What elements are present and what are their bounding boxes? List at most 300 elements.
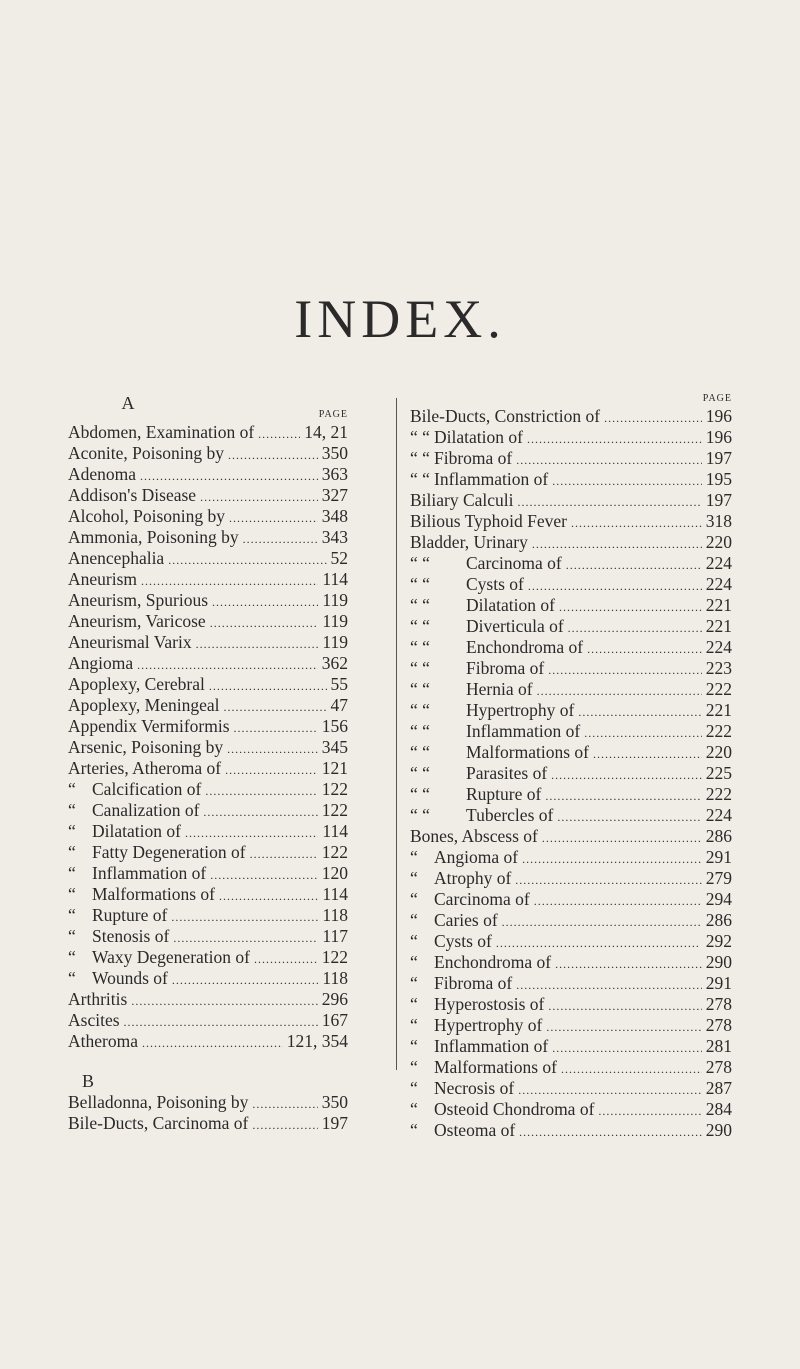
leader-dots [561,1057,702,1080]
index-entry [410,511,732,532]
page-number: 363 [321,464,348,484]
page-number: 167 [321,1010,348,1030]
entry-text: Malformations of [92,884,215,904]
entry-text: Appendix Vermiformis [68,716,230,736]
index-entry [410,595,732,616]
page-title: INDEX. [294,289,506,349]
index-entry [410,931,732,952]
page-number: 122 [321,842,348,862]
ditto-mark: “ “ [410,616,430,636]
entry-text: Aneurism, Spurious [68,590,208,610]
page-number: 221 [705,700,732,720]
leader-dots [209,674,327,697]
page-number: 221 [705,616,732,636]
page-number: 290 [705,952,732,972]
page-number: 343 [321,527,348,547]
leader-dots [131,989,317,1012]
leader-dots [604,406,702,429]
ditto-mark: “ “ [410,574,430,594]
ditto-mark: “ [410,1078,418,1098]
index-entry [410,805,732,826]
entry-text: Aconite, Poisoning by [68,443,225,463]
page-number: 294 [705,889,732,909]
index-entry [68,737,348,758]
leader-dots [552,469,702,492]
index-entry [410,469,732,490]
page-number: 122 [321,947,348,967]
entry-text: Fibroma of [466,658,545,678]
left-column [68,392,348,1134]
leader-dots [557,805,701,828]
page-number: 350 [321,1092,348,1112]
entry-text: Aneurism, Varicose [68,611,206,631]
entry-text: Atrophy of [434,868,512,888]
ditto-mark: “ [68,821,76,841]
index-entry [410,889,732,910]
entry-text: Biliary Calculi [410,490,514,510]
entry-text: Arteries, Atheroma of [68,758,222,778]
page-number: 119 [322,632,348,652]
index-entry [68,821,348,842]
index-entry [410,700,732,721]
index-entry [68,842,348,863]
leader-dots [566,553,702,576]
ditto-mark: “ [68,968,76,988]
ditto-mark: “ “ [410,721,430,741]
entry-text: Calcification of [92,779,202,799]
leader-dots [196,632,319,655]
page-number: 196 [705,427,732,447]
index-entry [68,464,348,485]
ditto-mark: “ [410,910,418,930]
index-entry [410,1120,732,1141]
index-entry [410,1078,732,1099]
leader-dots [545,784,701,807]
entry-text: Caries of [434,910,498,930]
entry-text: Alcohol, Poisoning by [68,506,226,526]
page-number: 224 [705,637,732,657]
page-number: 55 [330,674,348,694]
page-number: 121, 354 [286,1031,348,1051]
index-entry [410,658,732,679]
entry-text: Stenosis of [92,926,170,946]
page-number: 291 [705,973,732,993]
index-entry [410,448,732,469]
entry-text: Dilatation of [92,821,181,841]
leader-dots [243,527,318,550]
entry-text: Apoplexy, Meningeal [68,695,220,715]
page-number: 220 [705,742,732,762]
right-column [410,392,732,1141]
index-entry [68,1031,348,1052]
page-number: 279 [705,868,732,888]
leader-dots [205,779,317,802]
page-number: 197 [321,1113,348,1133]
index-entry [410,637,732,658]
entry-text: Bladder, Urinary [410,532,528,552]
index-entry [410,763,732,784]
leader-dots [532,532,702,555]
index-entry [68,548,348,569]
leader-dots [518,1078,702,1101]
index-entry [68,1092,348,1113]
page-number: 222 [705,784,732,804]
entry-text: Fatty Degeneration of [92,842,246,862]
ditto-mark: “ [410,1036,418,1056]
index-entry [68,569,348,590]
page-number: 47 [330,695,348,715]
page-number: 225 [705,763,732,783]
entry-text: Aneurism [68,569,138,589]
page-number: 345 [321,737,348,757]
entry-text: Cysts of [466,574,524,594]
page-number: 121 [321,758,348,778]
leader-dots [548,658,701,681]
leader-dots [515,868,701,891]
ditto-mark: “ “ [410,658,430,678]
leader-dots [552,1036,702,1059]
leader-dots [518,490,702,513]
leader-dots [551,763,702,786]
entry-text: Cysts of [434,931,492,951]
ditto-mark: “ “ [410,742,430,762]
index-entry [68,695,348,716]
leader-dots [578,700,701,723]
entry-text: Ascites [68,1010,120,1030]
page-number: 327 [321,485,348,505]
entry-text: Rupture of [92,905,168,925]
index-entry [410,1099,732,1120]
leader-dots [212,590,318,613]
ditto-mark: “ [68,842,76,862]
leader-dots [258,422,300,445]
index-entry [410,490,732,511]
index-entry [68,716,348,737]
entry-text: Angioma [68,653,134,673]
page-number: 118 [322,905,348,925]
entry-text: Angioma of [434,847,519,867]
page-number: 114 [322,821,348,841]
ditto-mark: “ “ [410,469,430,489]
ditto-mark: “ [68,779,76,799]
column-divider [396,398,397,1070]
section-letter-b: B [81,1071,94,1091]
index-entry [410,952,732,973]
leader-dots [542,826,702,849]
page-number: 117 [322,926,348,946]
entry-text: Ammonia, Poisoning by [68,527,239,547]
page-number: 286 [705,826,732,846]
ditto-mark: “ [410,1099,418,1119]
index-entry [410,406,732,427]
page-number: 287 [705,1078,732,1098]
index-entry [68,926,348,947]
page-number: 318 [705,511,732,531]
page-number: 52 [330,548,348,568]
leader-dots [219,884,318,907]
index-entry [68,989,348,1010]
ditto-mark: “ “ [410,700,430,720]
entry-text: Inflammation of [434,469,549,489]
page-number: 278 [705,994,732,1014]
entry-text: Malformations of [466,742,589,762]
ditto-mark: “ “ [410,637,430,657]
page-number: 221 [705,595,732,615]
leader-dots [227,737,318,760]
index-entry [68,1113,348,1134]
leader-dots [522,847,702,870]
page-number: 224 [705,574,732,594]
index-list-b [68,1092,348,1134]
index-entry [410,847,732,868]
leader-dots [185,821,318,844]
page-number: 222 [705,679,732,699]
page-number: 119 [322,590,348,610]
leader-dots [571,511,702,534]
ditto-mark: “ “ [410,763,430,783]
ditto-mark: “ [410,1015,418,1035]
index-entry [68,674,348,695]
leader-dots [210,863,318,886]
page-number: 196 [705,406,732,426]
leader-dots [141,569,318,592]
index-entry [68,590,348,611]
ditto-mark: “ “ [410,679,430,699]
entry-text: Anencephalia [68,548,165,568]
page-number: 119 [322,611,348,631]
index-list-a [68,422,348,1052]
entry-text: Bones, Abscess of [410,826,538,846]
page-number: 120 [321,863,348,883]
index-entry [68,527,348,548]
leader-dots [519,1120,702,1143]
ditto-mark: “ [410,994,418,1014]
leader-dots [584,721,702,744]
leader-dots [568,616,702,639]
leader-dots [142,1031,283,1054]
index-entry [410,1057,732,1078]
index-entry [68,968,348,989]
page-number: 296 [321,989,348,1009]
ditto-mark: “ [68,800,76,820]
index-entry [410,721,732,742]
leader-dots [137,653,318,676]
index-entry [68,653,348,674]
entry-text: Diverticula of [466,616,564,636]
entry-text: Hypertrophy of [466,700,575,720]
leader-dots [223,695,326,718]
leader-dots [228,443,318,466]
ditto-mark: “ [68,947,76,967]
ditto-mark: “ [410,973,418,993]
leader-dots [171,905,318,928]
page-column-header-left: PAGE [318,409,348,420]
entry-text: Inflammation of [92,863,207,883]
index-entry [410,574,732,595]
index-entry [68,905,348,926]
index-entry [68,758,348,779]
ditto-mark: “ “ [410,448,430,468]
leader-dots [173,926,318,949]
entry-text: Carcinoma of [434,889,530,909]
leader-dots [534,889,702,912]
leader-dots [555,952,702,975]
index-entry [410,826,732,847]
entry-text: Hernia of [466,679,533,699]
entry-text: Dilatation of [434,427,523,447]
leader-dots [250,842,318,865]
entry-text: Enchondroma of [434,952,552,972]
page-number: 156 [321,716,348,736]
index-entry [410,1036,732,1057]
leader-dots [168,548,326,571]
index-entry [410,973,732,994]
entry-text: Arsenic, Poisoning by [68,737,224,757]
entry-text: Carcinoma of [466,553,562,573]
leader-dots [528,574,702,597]
entry-text: Adenoma [68,464,137,484]
index-entry [410,994,732,1015]
index-entry [68,800,348,821]
leader-dots [559,595,702,618]
page-number: 118 [322,968,348,988]
entry-text: Bile-Ducts, Carcinoma of [68,1113,249,1133]
leader-dots [203,800,317,823]
page-number: 362 [321,653,348,673]
leader-dots [516,448,701,471]
entry-text: Bilious Typhoid Fever [410,511,567,531]
ditto-mark: “ [410,868,418,888]
page-number: 278 [705,1057,732,1077]
leader-dots [496,931,702,954]
page-number: 286 [705,910,732,930]
leader-dots [172,968,319,991]
page-number: 14, 21 [304,422,348,442]
entry-text: Inflammation of [434,1036,549,1056]
ditto-mark: “ “ [410,553,430,573]
page-number: 197 [705,490,732,510]
index-entry [68,632,348,653]
index-entry [410,1015,732,1036]
index-entry [410,532,732,553]
leader-dots [124,1010,318,1033]
leader-dots [516,973,701,996]
leader-dots [252,1113,317,1136]
ditto-mark: “ [68,905,76,925]
entry-text: Osteoid Chondroma of [434,1099,595,1119]
leader-dots [210,611,319,634]
index-entry [68,884,348,905]
leader-dots [548,994,701,1017]
leader-dots [254,947,318,970]
page-number: 291 [705,847,732,867]
index-entry [68,506,348,527]
ditto-mark: “ “ [410,784,430,804]
entry-text: Enchondroma of [466,637,584,657]
page-number: 223 [705,658,732,678]
index-entry [410,910,732,931]
index-entry [410,616,732,637]
page-number: 114 [322,884,348,904]
page-number: 292 [705,931,732,951]
index-entry [68,422,348,443]
ditto-mark: “ [410,1057,418,1077]
index-entry [410,868,732,889]
page-number: 122 [321,779,348,799]
entry-text: Aneurismal Varix [68,632,192,652]
leader-dots [598,1099,701,1122]
index-entry [68,443,348,464]
page-number: 114 [322,569,348,589]
page-number: 284 [705,1099,732,1119]
leader-dots [527,427,702,450]
entry-text: Fibroma of [434,973,513,993]
index-entry [68,863,348,884]
ditto-mark: “ [68,863,76,883]
entry-text: Tubercles of [466,805,554,825]
index-entry [68,779,348,800]
index-entry [68,485,348,506]
entry-text: Belladonna, Poisoning by [68,1092,249,1112]
leader-dots [229,506,318,529]
index-entry [68,1010,348,1031]
page-number: 281 [705,1036,732,1056]
page-number: 122 [321,800,348,820]
ditto-mark: “ [68,926,76,946]
page-number: 348 [321,506,348,526]
entry-text: Bile-Ducts, Constriction of [410,406,601,426]
leader-dots [225,758,318,781]
page-number: 278 [705,1015,732,1035]
entry-text: Parasites of [466,763,548,783]
ditto-mark: “ [410,952,418,972]
entry-text: Hypertrophy of [434,1015,543,1035]
ditto-mark: “ [410,889,418,909]
leader-dots [234,716,318,739]
leader-dots [200,485,318,508]
ditto-mark: “ “ [410,805,430,825]
leader-dots [593,742,702,765]
leader-dots [587,637,702,660]
entry-text: Hyperostosis of [434,994,545,1014]
page-column-header-right: PAGE [702,393,732,404]
index-entry [68,611,348,632]
page-number: 220 [705,532,732,552]
index-entry [410,742,732,763]
leader-dots [140,464,318,487]
ditto-mark: “ [410,931,418,951]
entry-text: Arthritis [68,989,128,1009]
entry-text: Osteoma of [434,1120,516,1140]
index-list-right [410,406,732,1141]
page-number: 224 [705,805,732,825]
leader-dots [546,1015,701,1038]
entry-text: Canalization of [92,800,200,820]
page-number: 197 [705,448,732,468]
ditto-mark: “ [68,884,76,904]
entry-text: Addison's Disease [68,485,197,505]
ditto-mark: “ “ [410,595,430,615]
leader-dots [502,910,702,933]
entry-text: Abdomen, Examination of [68,422,255,442]
page-number: 350 [321,443,348,463]
entry-text: Necrosis of [434,1078,515,1098]
index-entry [410,784,732,805]
index-entry [410,427,732,448]
entry-text: Apoplexy, Cerebral [68,674,205,694]
section-letter-a: A [121,393,135,413]
index-entry [68,947,348,968]
